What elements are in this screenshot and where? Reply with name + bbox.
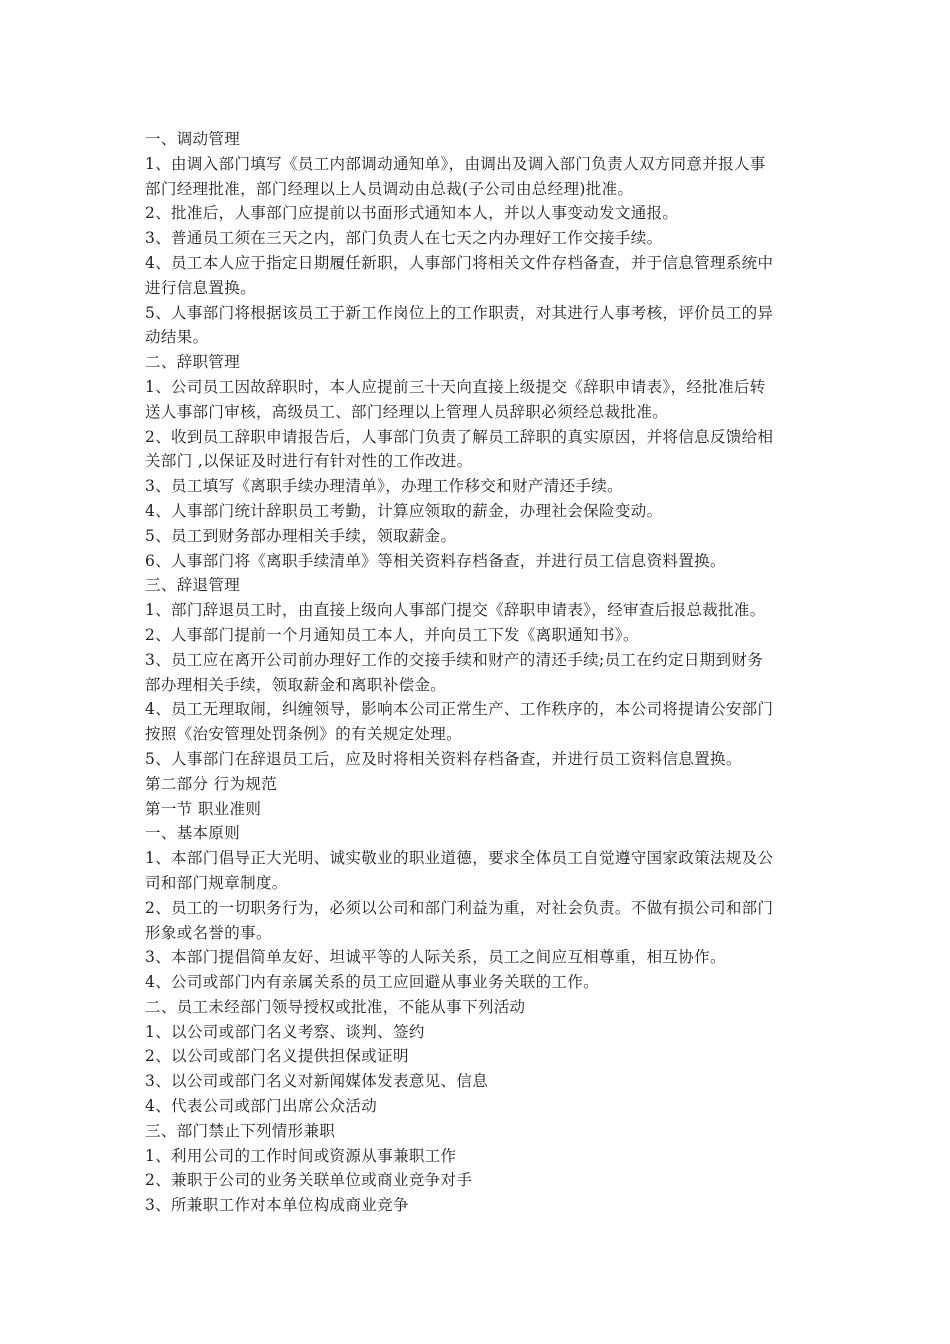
text-line: 三、部门禁止下列情形兼职 (145, 1121, 336, 1140)
text-line: 1、由调入部门填写《员工内部调动通知单》，由调出及调入部门负责人双方同意并报人事 (145, 154, 766, 173)
text-line: 一、调动管理 (145, 130, 241, 148)
document-body (145, 127, 810, 1218)
text-line: 2、批准后，人事部门应提前以书面形式通知本人，并以人事变动发文通报。 (145, 204, 679, 223)
text-line: 5、人事部门在辞退员工后，应及时将相关资料存档备查，并进行员工资料信息置换。 (145, 749, 742, 768)
text-line: 4、人事部门统计辞职员工考勤，计算应领取的薪金，办理社会保险变动。 (145, 501, 663, 520)
text-line: 3、以公司或部门名义对新闻媒体发表意见、信息 (145, 1072, 489, 1091)
text-line: 部办理相关手续，领取薪金和离职补偿金。 (145, 675, 447, 694)
text-line: 司和部门规章制度。 (145, 873, 288, 892)
text-line: 第一节 职业准则 (145, 799, 262, 818)
text-line: 4、员工本人应于指定日期履任新职，人事部门将相关文件存档备查，并于信息管理系统中 (145, 253, 774, 272)
text-line: 形象或名誉的事。 (145, 923, 272, 942)
text-line: 2、员工的一切职务行为，必须以公司和部门利益为重，对社会负责。不做有损公司和部门 (145, 898, 774, 917)
text-line: 送人事部门审核，高级员工、部门经理以上管理人员辞职必须经总裁批准。 (145, 402, 669, 421)
text-line: 3、所兼职工作对本单位构成商业竞争 (145, 1196, 409, 1215)
text-line: 3、本部门提倡简单友好、坦诚平等的人际关系，员工之间应互相尊重，相互协作。 (145, 948, 726, 967)
text-line: 1、公司员工因故辞职时，本人应提前三十天向直接上级提交《辞职申请表》，经批准后转 (145, 377, 766, 396)
text-line: 二、辞职管理 (145, 353, 241, 372)
text-line: 三、辞退管理 (145, 576, 241, 595)
text-line: 6、人事部门将《离职手续清单》等相关资料存档备查，并进行员工信息资料置换。 (145, 551, 726, 570)
text-line: 2、收到员工辞职申请报告后，人事部门负责了解员工辞职的真实原因，并将信息反馈给相 (145, 427, 774, 446)
text-line: 进行信息置换。 (145, 278, 256, 297)
text-line: 部门经理批准，部门经理以上人员调动由总裁(子公司由总经理)批准。 (145, 179, 634, 198)
text-line: 5、人事部门将根据该员工于新工作岗位上的工作职责，对其进行人事考核，评价员工的异 (145, 303, 774, 322)
text-line: 5、员工到财务部办理相关手续，领取薪金。 (145, 526, 457, 545)
text-line: 2、以公司或部门名义提供担保或证明 (145, 1047, 409, 1066)
text-line: 动结果。 (145, 328, 209, 347)
text-line: 3、员工应在离开公司前办理好工作的交接手续和财产的清还手续;员工在约定日期到财务 (145, 650, 764, 669)
text-line: 按照《治安管理处罚条例》的有关规定处理。 (145, 725, 463, 744)
text-line: 2、兼职于公司的业务关联单位或商业竞争对手 (145, 1171, 473, 1190)
text-line: 关部门 ,以保证及时进行有针对性的工作改进。 (145, 452, 473, 471)
text-line: 4、代表公司或部门出席公众活动 (145, 1097, 378, 1116)
text-line: 3、员工填写《离职手续办理清单》，办理工作移交和财产清还手续。 (145, 477, 623, 496)
text-line: 1、部门辞退员工时，由直接上级向人事部门提交《辞职申请表》，经审查后报总裁批准。 (145, 601, 766, 620)
text-line: 1、以公司或部门名义考察、谈判、签约 (145, 1022, 425, 1041)
text-line: 第二部分 行为规范 (145, 774, 278, 793)
text-line: 4、员工无理取闹，纠缠领导，影响本公司正常生产、工作秩序的，本公司将提请公安部门 (145, 700, 774, 719)
text-line: 二、员工未经部门领导授权或批准，不能从事下列活动 (145, 997, 526, 1016)
text-line: 4、公司或部门内有亲属关系的员工应回避从事业务关联的工作。 (145, 973, 600, 992)
text-line: 1、利用公司的工作时间或资源从事兼职工作 (145, 1146, 457, 1165)
text-line: 3、普通员工须在三天之内，部门负责人在七天之内办理好工作交接手续。 (145, 229, 663, 248)
text-line: 2、人事部门提前一个月通知员工本人，并向员工下发《离职通知书》。 (145, 625, 639, 644)
text-line: 1、本部门倡导正大光明、诚实敬业的职业道德，要求全体员工自觉遵守国家政策法规及公 (145, 849, 774, 868)
text-line: 一、基本原则 (145, 824, 241, 843)
